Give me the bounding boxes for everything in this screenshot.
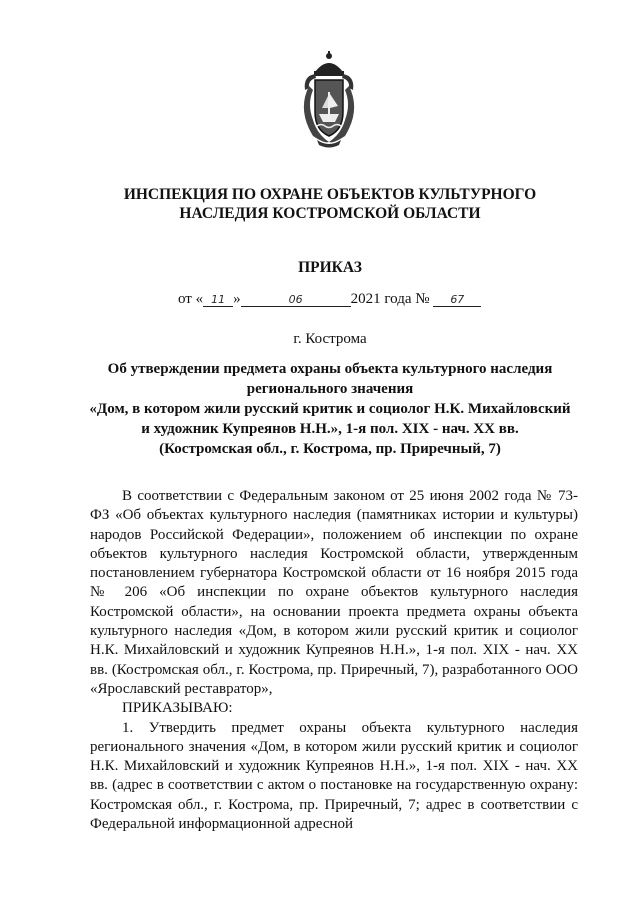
date-prefix: от « <box>178 291 204 307</box>
order-word: ПРИКАЗЫВАЮ: <box>122 700 233 717</box>
subject-line-5: (Костромская обл., г. Кострома, пр. Приречный, 7) <box>159 441 501 457</box>
date-month: 06 <box>241 293 351 307</box>
date-line <box>178 291 481 308</box>
date-day: 11 <box>203 293 233 307</box>
item-1-paragraph: 1. Утвердить предмет охраны объекта культурного наследия регионального значения «Дом, в котором жили русский критик и социолог Н.К. Михайловский и художник Купреянов Н.Н.», 1-я пол. XIX - нач. XX вв. (адрес в соответствии с актом о постановке на государственную охрану: Костромская обл., г. Кострома, пр. Приречный, 7; адрес в соответствии с Федеральной информационной адресной <box>90 719 578 833</box>
subject-heading <box>70 359 590 459</box>
organization-line-2: НАСЛЕДИЯ КОСТРОМСКОЙ ОБЛАСТИ <box>179 205 481 222</box>
date-year: 2021 года № <box>350 291 430 307</box>
organization-name <box>60 185 600 223</box>
date-middle: » <box>233 291 241 307</box>
coat-of-arms-icon <box>295 50 363 150</box>
subject-line-4: и художник Купреянов Н.Н.», 1-я пол. XIX - нач. XX вв. <box>141 421 519 437</box>
subject-line-1: Об утверждении предмета охраны объекта культурного наследия <box>107 361 553 377</box>
city: г. Кострома <box>293 331 367 347</box>
subject-line-2: регионального значения <box>246 381 414 397</box>
organization-line-1: ИНСПЕКЦИЯ ПО ОХРАНЕ ОБЪЕКТОВ КУЛЬТУРНОГО <box>123 186 537 203</box>
document-number: 67 <box>433 293 481 307</box>
document-type: ПРИКАЗ <box>298 259 362 276</box>
preamble-paragraph: В соответствии с Федеральным законом от 25 июня 2002 года № 73-ФЗ «Об объектах культурного наследия (памятниках истории и культуры) народов Российской Федерации», положением об инспекции по охране объектов культурного наследия Костромской области, утвержденным постановлением губернатора Костромской области от 16 ноября 2015 года № 206 «Об инспекции по охране объектов культурного наследия Костромской области», на основании проекта предмета охраны объекта культурного наследия «Дом, в котором жили русский критик и социолог Н.К. Михайловский и художник Купреянов Н.Н.», 1-я пол. XIX - нач. XX вв. (Костромская обл., г. Кострома, пр. Приречный, 7), разработанного ООО «Ярославский реставратор», <box>90 488 578 697</box>
subject-line-3: «Дом, в котором жили русский критик и социолог Н.К. Михайловский <box>89 401 571 417</box>
document-body <box>90 487 578 834</box>
